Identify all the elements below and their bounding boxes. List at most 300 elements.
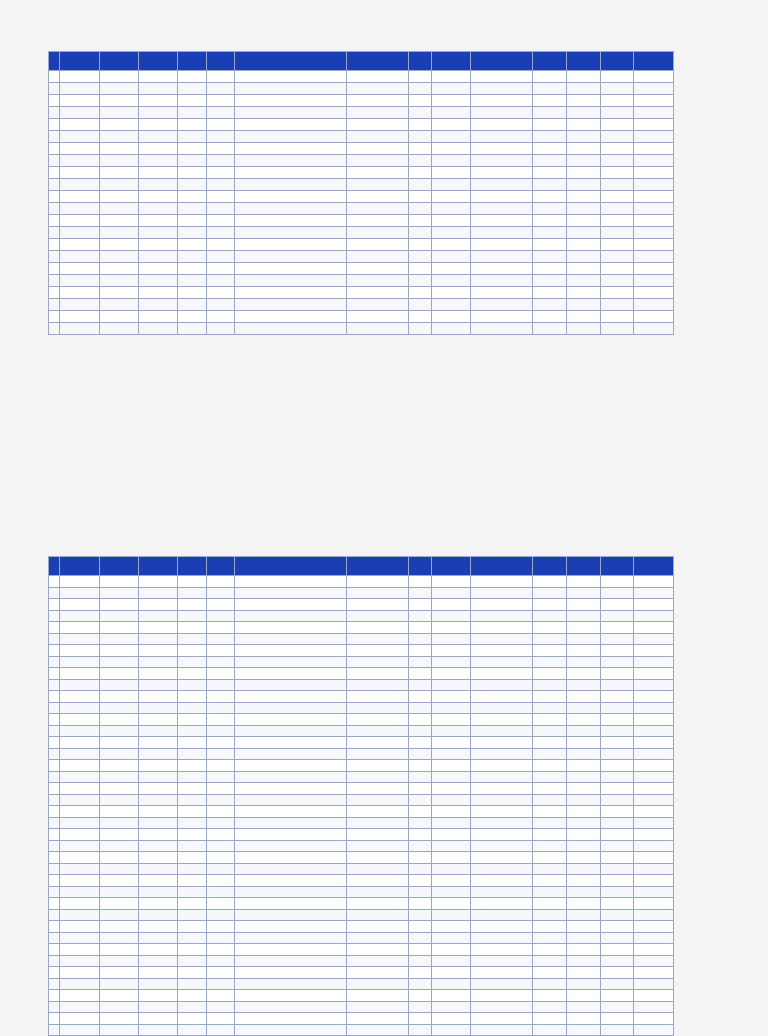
table-cell <box>234 702 347 714</box>
table-cell <box>99 783 138 795</box>
table-cell <box>471 909 533 921</box>
table-cell <box>234 599 347 611</box>
column-header <box>634 52 674 71</box>
table-cell <box>471 239 533 251</box>
table-cell <box>139 587 178 599</box>
table-cell <box>600 191 634 203</box>
table-cell <box>60 143 99 155</box>
table-cell <box>347 215 409 227</box>
table-cell <box>431 656 470 668</box>
table-cell <box>99 921 138 933</box>
table-cell <box>206 610 234 622</box>
table-cell <box>178 760 206 772</box>
table-cell <box>99 251 138 263</box>
table-cell <box>533 898 567 910</box>
table-cell <box>347 645 409 657</box>
table-row <box>49 587 674 599</box>
column-header <box>347 557 409 576</box>
table-cell <box>600 967 634 979</box>
table-cell <box>234 251 347 263</box>
table-cell <box>431 143 470 155</box>
table-cell <box>431 239 470 251</box>
table-cell <box>139 817 178 829</box>
table-cell <box>178 932 206 944</box>
table-cell <box>431 107 470 119</box>
table-cell <box>566 645 600 657</box>
table-cell <box>471 299 533 311</box>
table-cell <box>234 668 347 680</box>
table-cell <box>566 760 600 772</box>
table-body <box>49 576 674 1036</box>
table-cell <box>533 771 567 783</box>
table-cell <box>409 155 432 167</box>
table-row <box>49 131 674 143</box>
table-cell <box>634 875 674 887</box>
table-cell <box>99 852 138 864</box>
table-cell <box>431 95 470 107</box>
column-header <box>139 557 178 576</box>
table-cell <box>49 263 60 275</box>
table-cell <box>409 287 432 299</box>
column-header <box>600 557 634 576</box>
table-cell <box>471 179 533 191</box>
table-row <box>49 656 674 668</box>
table-cell <box>49 599 60 611</box>
table-cell <box>431 829 470 841</box>
table-cell <box>471 668 533 680</box>
table-cell <box>409 215 432 227</box>
table-cell <box>347 311 409 323</box>
table-cell <box>533 863 567 875</box>
table-cell <box>99 576 138 588</box>
table-cell <box>99 95 138 107</box>
table-cell <box>431 215 470 227</box>
table-cell <box>99 978 138 990</box>
table-cell <box>178 691 206 703</box>
column-header <box>206 52 234 71</box>
table-cell <box>347 863 409 875</box>
table-cell <box>99 748 138 760</box>
table-cell <box>347 95 409 107</box>
table-cell <box>139 794 178 806</box>
table-row <box>49 71 674 83</box>
table-row <box>49 263 674 275</box>
table-cell <box>60 863 99 875</box>
column-header <box>99 557 138 576</box>
table-cell <box>178 702 206 714</box>
table-cell <box>600 794 634 806</box>
table-cell <box>533 909 567 921</box>
table-cell <box>431 119 470 131</box>
column-header <box>178 52 206 71</box>
table-cell <box>471 599 533 611</box>
table-cell <box>533 622 567 634</box>
table-cell <box>206 1013 234 1025</box>
table-cell <box>178 203 206 215</box>
table-cell <box>431 1001 470 1013</box>
table-cell <box>60 71 99 83</box>
table-cell <box>600 679 634 691</box>
table-cell <box>178 921 206 933</box>
table-cell <box>234 167 347 179</box>
table-cell <box>566 840 600 852</box>
table-cell <box>206 599 234 611</box>
table-row <box>49 863 674 875</box>
table-cell <box>206 679 234 691</box>
table-row <box>49 932 674 944</box>
table-cell <box>234 576 347 588</box>
table-cell <box>347 119 409 131</box>
table-cell <box>347 725 409 737</box>
table-cell <box>566 932 600 944</box>
table-cell <box>533 955 567 967</box>
table-cell <box>409 944 432 956</box>
table-cell <box>49 932 60 944</box>
table-cell <box>634 227 674 239</box>
table-row <box>49 119 674 131</box>
table-cell <box>139 633 178 645</box>
table-cell <box>600 107 634 119</box>
table-cell <box>347 955 409 967</box>
table-body <box>49 71 674 335</box>
table-cell <box>49 967 60 979</box>
table-cell <box>234 323 347 335</box>
table-cell <box>206 840 234 852</box>
table-cell <box>600 645 634 657</box>
table-cell <box>178 840 206 852</box>
column-header <box>206 557 234 576</box>
table-cell <box>431 131 470 143</box>
column-header <box>234 52 347 71</box>
table-cell <box>566 990 600 1002</box>
table-cell <box>234 263 347 275</box>
table-cell <box>600 323 634 335</box>
table-cell <box>206 932 234 944</box>
table-cell <box>139 679 178 691</box>
table-cell <box>533 107 567 119</box>
table-cell <box>49 191 60 203</box>
table-cell <box>431 251 470 263</box>
table-cell <box>49 886 60 898</box>
table-cell <box>566 263 600 275</box>
table-cell <box>139 656 178 668</box>
table-cell <box>60 203 99 215</box>
table-cell <box>533 806 567 818</box>
table-cell <box>471 967 533 979</box>
table-cell <box>347 852 409 864</box>
table-cell <box>471 107 533 119</box>
table-cell <box>634 909 674 921</box>
table-cell <box>347 921 409 933</box>
table-row <box>49 645 674 657</box>
table-cell <box>471 748 533 760</box>
table-cell <box>431 1024 470 1036</box>
table-cell <box>600 760 634 772</box>
table-cell <box>471 656 533 668</box>
table-cell <box>99 1013 138 1025</box>
table-cell <box>600 155 634 167</box>
table-cell <box>139 239 178 251</box>
table-cell <box>533 886 567 898</box>
table-cell <box>634 131 674 143</box>
table-cell <box>409 702 432 714</box>
table-cell <box>139 119 178 131</box>
table-cell <box>471 898 533 910</box>
table-cell <box>99 668 138 680</box>
table-cell <box>99 691 138 703</box>
table-cell <box>49 702 60 714</box>
table-cell <box>431 921 470 933</box>
table-cell <box>206 725 234 737</box>
table-cell <box>206 95 234 107</box>
table-cell <box>234 191 347 203</box>
table-cell <box>234 863 347 875</box>
table-cell <box>471 691 533 703</box>
table-cell <box>99 714 138 726</box>
table-cell <box>471 863 533 875</box>
table-cell <box>206 215 234 227</box>
table-cell <box>139 179 178 191</box>
table-cell <box>347 251 409 263</box>
table-cell <box>600 863 634 875</box>
table-cell <box>206 633 234 645</box>
table-cell <box>566 875 600 887</box>
table-cell <box>600 748 634 760</box>
table-cell <box>634 71 674 83</box>
table-cell <box>566 967 600 979</box>
table-cell <box>234 875 347 887</box>
table-cell <box>409 299 432 311</box>
table-cell <box>600 633 634 645</box>
table-cell <box>634 863 674 875</box>
table-cell <box>634 921 674 933</box>
table-cell <box>431 990 470 1002</box>
document-page-2 <box>48 556 674 1036</box>
table-cell <box>431 587 470 599</box>
table-cell <box>533 1024 567 1036</box>
table-cell <box>634 990 674 1002</box>
table-cell <box>566 691 600 703</box>
table-cell <box>634 725 674 737</box>
table-cell <box>206 875 234 887</box>
table-cell <box>471 323 533 335</box>
table-cell <box>533 852 567 864</box>
table-cell <box>431 714 470 726</box>
table-cell <box>471 955 533 967</box>
table-cell <box>178 179 206 191</box>
table-cell <box>600 656 634 668</box>
table-cell <box>49 725 60 737</box>
table-row <box>49 990 674 1002</box>
table-cell <box>409 239 432 251</box>
table-cell <box>60 714 99 726</box>
table-cell <box>431 967 470 979</box>
table-cell <box>49 679 60 691</box>
table-cell <box>60 275 99 287</box>
table-cell <box>139 251 178 263</box>
table-cell <box>409 760 432 772</box>
table-cell <box>431 944 470 956</box>
table-cell <box>409 576 432 588</box>
table-row <box>49 852 674 864</box>
table-cell <box>99 287 138 299</box>
table-cell <box>234 215 347 227</box>
table-cell <box>600 227 634 239</box>
table-cell <box>409 191 432 203</box>
table-cell <box>49 287 60 299</box>
table-cell <box>409 71 432 83</box>
table-cell <box>634 794 674 806</box>
table-cell <box>206 944 234 956</box>
table-cell <box>139 725 178 737</box>
table-cell <box>409 1001 432 1013</box>
table-cell <box>431 167 470 179</box>
table-cell <box>634 587 674 599</box>
table-cell <box>409 737 432 749</box>
table-cell <box>431 610 470 622</box>
table-cell <box>533 275 567 287</box>
table-row <box>49 783 674 795</box>
table-cell <box>431 179 470 191</box>
table-cell <box>634 287 674 299</box>
table-cell <box>634 886 674 898</box>
table-cell <box>634 215 674 227</box>
table-cell <box>566 323 600 335</box>
table-cell <box>139 191 178 203</box>
table-cell <box>234 886 347 898</box>
table-cell <box>600 95 634 107</box>
table-cell <box>634 167 674 179</box>
table-cell <box>139 702 178 714</box>
table-cell <box>634 898 674 910</box>
table-cell <box>566 299 600 311</box>
table-row <box>49 737 674 749</box>
table-cell <box>60 239 99 251</box>
table-cell <box>234 817 347 829</box>
table-cell <box>533 576 567 588</box>
table-cell <box>206 967 234 979</box>
table-cell <box>566 702 600 714</box>
table-cell <box>206 691 234 703</box>
table-cell <box>99 909 138 921</box>
table-cell <box>533 990 567 1002</box>
table-cell <box>49 863 60 875</box>
table-cell <box>139 311 178 323</box>
table-row <box>49 829 674 841</box>
table-cell <box>600 1024 634 1036</box>
table-cell <box>234 771 347 783</box>
table-cell <box>139 886 178 898</box>
table-cell <box>206 287 234 299</box>
table-cell <box>471 191 533 203</box>
table-cell <box>431 311 470 323</box>
table-cell <box>139 852 178 864</box>
table-cell <box>49 714 60 726</box>
table-cell <box>600 263 634 275</box>
table-cell <box>409 875 432 887</box>
table-cell <box>206 714 234 726</box>
table-cell <box>99 131 138 143</box>
table-cell <box>99 645 138 657</box>
table-cell <box>634 760 674 772</box>
table-cell <box>471 875 533 887</box>
table-cell <box>49 215 60 227</box>
column-header <box>431 52 470 71</box>
table-cell <box>409 656 432 668</box>
table-cell <box>178 955 206 967</box>
table-cell <box>99 239 138 251</box>
table-cell <box>431 227 470 239</box>
table-row <box>49 251 674 263</box>
table-cell <box>471 610 533 622</box>
table-cell <box>409 610 432 622</box>
table-cell <box>409 829 432 841</box>
table-cell <box>234 131 347 143</box>
table-cell <box>234 909 347 921</box>
table-cell <box>431 263 470 275</box>
table-cell <box>634 191 674 203</box>
table-cell <box>471 311 533 323</box>
column-header <box>533 52 567 71</box>
table-cell <box>566 886 600 898</box>
table-cell <box>99 227 138 239</box>
table-row <box>49 909 674 921</box>
table-cell <box>60 119 99 131</box>
table-cell <box>347 668 409 680</box>
table-cell <box>234 691 347 703</box>
table-cell <box>60 155 99 167</box>
table-cell <box>347 287 409 299</box>
table-cell <box>533 725 567 737</box>
table-cell <box>634 783 674 795</box>
table-cell <box>99 323 138 335</box>
table-cell <box>409 251 432 263</box>
table-cell <box>431 622 470 634</box>
table-cell <box>99 898 138 910</box>
table-cell <box>431 323 470 335</box>
table-cell <box>600 806 634 818</box>
table-cell <box>234 227 347 239</box>
table-cell <box>347 978 409 990</box>
table-cell <box>600 576 634 588</box>
table-cell <box>234 587 347 599</box>
table-cell <box>431 71 470 83</box>
table-cell <box>139 1001 178 1013</box>
column-header <box>60 52 99 71</box>
table-row <box>49 886 674 898</box>
table-cell <box>347 771 409 783</box>
table-cell <box>178 83 206 95</box>
table-cell <box>471 119 533 131</box>
table-cell <box>600 167 634 179</box>
table-cell <box>471 944 533 956</box>
table-cell <box>206 167 234 179</box>
table-cell <box>431 886 470 898</box>
table-cell <box>99 587 138 599</box>
table-cell <box>178 817 206 829</box>
table-cell <box>206 909 234 921</box>
table-cell <box>206 203 234 215</box>
table-cell <box>533 215 567 227</box>
table-cell <box>431 668 470 680</box>
table-cell <box>471 263 533 275</box>
table-cell <box>409 771 432 783</box>
table-cell <box>431 875 470 887</box>
table-cell <box>566 83 600 95</box>
table-cell <box>347 622 409 634</box>
table-cell <box>600 1001 634 1013</box>
table-cell <box>60 702 99 714</box>
